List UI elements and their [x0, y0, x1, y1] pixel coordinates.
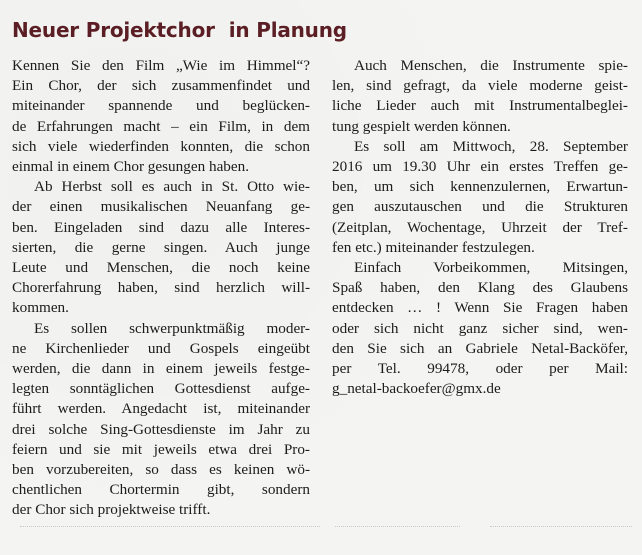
text-line: legten sonntäglichen Gottesdienst aufge-: [12, 380, 310, 398]
text-line: len, sind gefragt, da viele moderne geist-: [332, 77, 628, 95]
text-line: liche Lieder auch mit Instrumentalbeglei-: [332, 97, 628, 115]
article-title: [12, 18, 347, 42]
bottom-divider-left: [20, 526, 320, 527]
text-line: per Tel. 99478, oder per Mail:: [332, 360, 628, 378]
text-line: sich viele wiederfinden konnten, die schon: [12, 137, 310, 155]
text-line: Spaß haben, den Klang des Glaubens: [332, 279, 628, 297]
right-column: [332, 56, 628, 399]
text-line: Ein Chor, der sich zusammenfindet und: [12, 77, 310, 95]
bottom-divider-middle: [335, 526, 460, 527]
text-line: ben. Eingeladen sind dazu alle Interes-: [12, 218, 310, 236]
text-line: g_netal-backoefer@gmx.de: [332, 380, 501, 398]
title-part-2: in Planung: [228, 18, 347, 42]
text-line: Einfach Vorbeikommen, Mitsingen,: [354, 259, 628, 277]
text-line: Es soll am Mittwoch, 28. September: [354, 137, 628, 155]
text-line: ben vorzubereiten, so dass es keinen wö-: [12, 461, 310, 479]
text-line: tung gespielt werden können.: [332, 117, 511, 135]
text-line: Chorerfahrung haben, sind herzlich will-: [12, 279, 310, 297]
text-line: fen etc.) miteinander festzulegen.: [332, 238, 535, 256]
text-line: drei solche Sing-Gottesdienste im Jahr zu: [12, 420, 310, 438]
text-line: feiern und sie mit jeweils etwa drei Pro-: [12, 440, 310, 458]
bottom-divider-right: [490, 526, 632, 527]
text-line: Kennen Sie den Film „Wie im Himmel“?: [12, 57, 310, 74]
text-line: werden, die dann in einem jeweils festge-: [12, 360, 310, 378]
text-line: Auch Menschen, die Instrumente spie-: [354, 57, 628, 74]
text-line: einmal in einem Chor gesungen haben.: [12, 158, 250, 176]
text-line: miteinander spannende und beglücken-: [12, 97, 310, 115]
article-paragraph: [332, 137, 628, 258]
text-line: oder sich nicht ganz sicher sind, wen-: [332, 319, 628, 337]
text-line: (Zeitplan, Wochentage, Uhrzeit der Tref-: [332, 218, 628, 236]
text-line: führt werden. Angedacht ist, miteinander: [12, 400, 310, 418]
article-paragraph: [332, 258, 628, 399]
text-line: den Sie sich an Gabriele Netal-Backöfer,: [332, 339, 628, 357]
text-line: gen auszutauschen und die Strukturen: [332, 198, 628, 216]
text-line: Leute und Menschen, die noch keine: [12, 259, 310, 277]
text-line: Ab Herbst soll es auch in St. Otto wie-: [34, 178, 310, 196]
title-part-1: Neuer Projektchor: [12, 18, 215, 42]
text-line: ben, um sich kennenzulernen, Erwartun-: [332, 178, 628, 196]
text-line: ne Kirchenlieder und Gospels eingeübt: [12, 339, 310, 357]
text-line: chentlichen Chortermin gibt, sondern: [12, 481, 310, 499]
text-line: entdecken … ! Wenn Sie Fragen haben: [332, 299, 628, 317]
text-line: sierten, die gerne singen. Auch junge: [12, 238, 310, 256]
text-line: de Erfahrungen macht – ein Film, in dem: [12, 117, 310, 135]
text-line: Es sollen schwerpunktmäßig moder-: [34, 319, 310, 337]
article-paragraph: [12, 319, 310, 521]
article-paragraph: [12, 56, 310, 177]
text-line: 2016 um 19.30 Uhr ein erstes Treffen ge-: [332, 158, 628, 176]
text-line: kommen.: [12, 299, 69, 317]
text-line: der einen musikalischen Neuanfang ge-: [12, 198, 310, 216]
article-paragraph: [332, 56, 628, 137]
text-line: der Chor sich projektweise trifft.: [12, 501, 211, 519]
article-paragraph: [12, 177, 310, 318]
left-column: [12, 56, 310, 521]
